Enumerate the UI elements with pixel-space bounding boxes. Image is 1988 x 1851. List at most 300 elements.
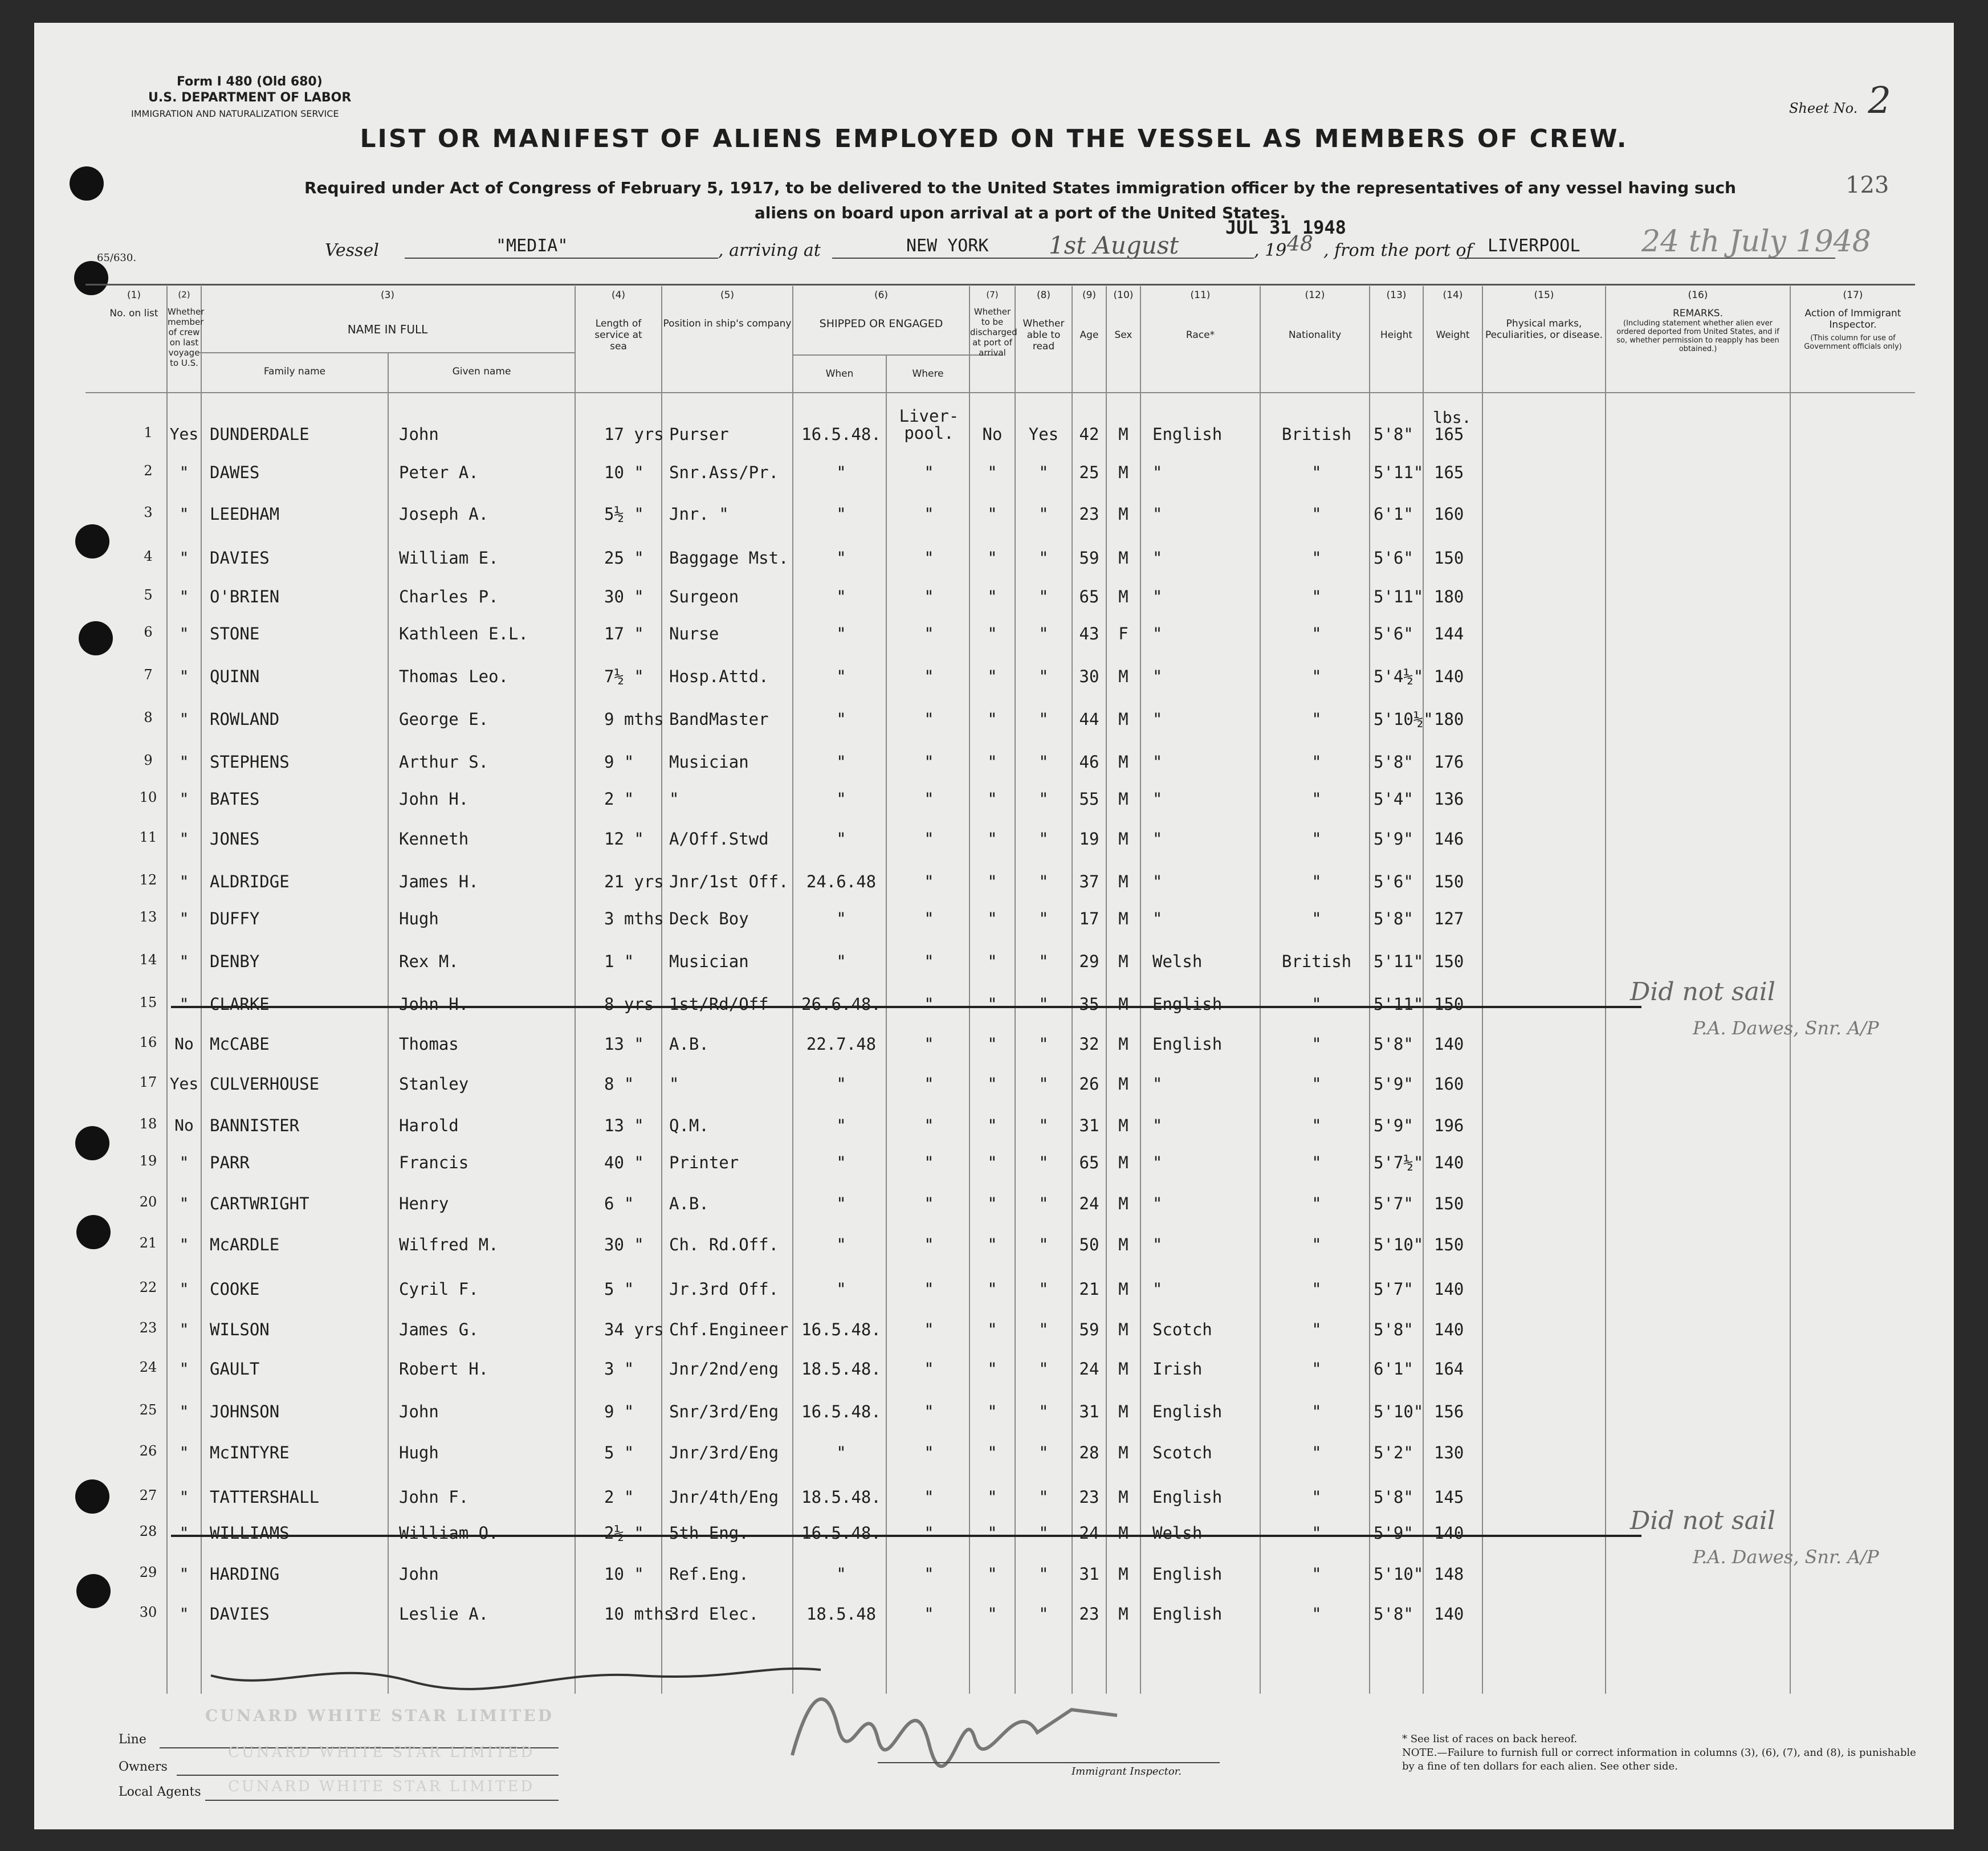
row-no: 21 (139, 1235, 157, 1251)
row-family: GAULT (210, 1359, 260, 1379)
row-when: " (836, 548, 846, 568)
row-when: 24.6.48 (806, 872, 877, 891)
row-family: McINTYRE (210, 1443, 290, 1462)
row-when: " (836, 1279, 846, 1299)
row-family: HARDING (210, 1564, 280, 1584)
row-where: " (924, 504, 934, 524)
row-when: " (836, 1074, 846, 1094)
row-height: 5'8" (1374, 1487, 1413, 1507)
row-disch: " (987, 952, 997, 971)
row-height: 5'10" (1374, 1402, 1424, 1421)
row-height: 5'6" (1374, 872, 1413, 891)
row-no: 19 (139, 1153, 157, 1169)
row-race: Scotch (1152, 1320, 1212, 1339)
row-position: Printer (669, 1153, 739, 1172)
row-last: " (179, 548, 189, 567)
row-sex: F (1118, 624, 1129, 643)
row-age: 29 (1079, 952, 1099, 971)
row-read: " (1038, 1604, 1049, 1624)
row-nat: " (1311, 1359, 1322, 1379)
row-last: " (179, 667, 189, 686)
row-race: English (1152, 1402, 1223, 1421)
row-height: 5'7½" (1374, 1153, 1424, 1172)
col-where: Where (912, 368, 944, 380)
row-read: " (1038, 1235, 1049, 1254)
row-position: Snr.Ass/Pr. (669, 463, 779, 482)
row-given: John (399, 1564, 439, 1584)
row-given: Peter A. (399, 463, 479, 482)
departure-date-handwritten: 24 th July 1948 (1641, 225, 1871, 259)
row-nat: " (1311, 504, 1322, 524)
row-race: Welsh (1152, 1523, 1203, 1543)
row-position: BandMaster (669, 710, 769, 729)
row-last: " (179, 1359, 189, 1378)
row-given: Francis (399, 1153, 469, 1172)
row-given: Thomas (399, 1034, 459, 1054)
row-no: 13 (139, 909, 157, 925)
row-age: 26 (1079, 1074, 1099, 1094)
row-nat: " (1311, 1235, 1322, 1254)
row-sex: M (1118, 994, 1129, 1014)
row-given: Thomas Leo. (399, 667, 509, 686)
row-sex: M (1118, 1487, 1129, 1507)
row-position: 1st/Rd/Off (669, 994, 769, 1014)
row-last: " (179, 463, 189, 482)
arriving-label: , arriving at (718, 240, 821, 260)
row-read: " (1038, 1359, 1049, 1379)
row-position: Hosp.Attd. (669, 667, 769, 686)
row-last: " (179, 789, 189, 808)
row-when: 16.5.48. (801, 425, 881, 444)
row-age: 31 (1079, 1116, 1099, 1135)
row-race: " (1152, 624, 1163, 643)
row-no: 26 (139, 1443, 157, 1459)
row-where: " (924, 1074, 934, 1094)
row-given: James G. (399, 1320, 479, 1339)
row-when: 16.5.48. (801, 1523, 881, 1543)
row-race: Scotch (1152, 1443, 1212, 1462)
row-read: " (1038, 463, 1049, 482)
row-family: STONE (210, 624, 260, 643)
row-family: PARR (210, 1153, 250, 1172)
row-no: 11 (139, 829, 157, 845)
row-service: 25 " (604, 548, 644, 568)
row-service: 10 " (604, 463, 644, 482)
row-nat: " (1311, 1487, 1322, 1507)
row-no: 1 (144, 425, 153, 441)
row-when: " (836, 752, 846, 772)
row-race: " (1152, 463, 1163, 482)
row-given: Arthur S. (399, 752, 489, 772)
punch-hole (76, 1574, 111, 1608)
row-where: " (924, 952, 934, 971)
department-name: U.S. DEPARTMENT OF LABOR (148, 91, 352, 105)
row-height: 5'8" (1374, 752, 1413, 772)
owners-stamp: CUNARD WHITE STAR LIMITED (228, 1744, 535, 1761)
row-nat: " (1311, 587, 1322, 606)
row-position: Jnr. " (669, 504, 729, 524)
row-weight: 145 (1434, 1487, 1464, 1507)
row-read: " (1038, 952, 1049, 971)
row-nat: British (1281, 425, 1352, 444)
remark-did-not-sail: Did not sail (1630, 977, 1775, 1006)
row-given: John F. (399, 1487, 469, 1507)
row-disch: " (987, 1235, 997, 1254)
row-nat: " (1311, 1074, 1322, 1094)
row-when: " (836, 1443, 846, 1462)
col-race: (11) Race* (1186, 290, 1215, 341)
row-height: 5'2" (1374, 1443, 1413, 1462)
row-disch: " (987, 994, 997, 1014)
row-position: Ch. Rd.Off. (669, 1235, 779, 1254)
row-sex: M (1118, 1235, 1129, 1254)
row-no: 7 (144, 667, 153, 683)
row-race: English (1152, 1564, 1223, 1584)
row-family: CLARKE (210, 994, 270, 1014)
row-read: " (1038, 548, 1049, 568)
row-given: Robert H. (399, 1359, 489, 1379)
col-name: (3) NAME IN FULL (347, 290, 428, 336)
row-sex: M (1118, 504, 1129, 524)
row-given: Cyril F. (399, 1279, 479, 1299)
row-disch: " (987, 1034, 997, 1054)
row-position: Nurse (669, 624, 719, 643)
row-family: QUINN (210, 667, 260, 686)
row-age: 17 (1079, 909, 1099, 928)
row-service: 10 mths (604, 1604, 674, 1624)
row-where: " (924, 1116, 934, 1135)
row-last: Yes (169, 425, 199, 443)
row-last: Yes (169, 1074, 199, 1093)
row-height: 5'9" (1374, 1523, 1413, 1543)
row-disch: " (987, 1564, 997, 1584)
row-nat: " (1311, 1604, 1322, 1624)
row-family: DUFFY (210, 909, 260, 928)
row-no: 16 (139, 1034, 157, 1050)
row-disch: " (987, 909, 997, 928)
row-age: 65 (1079, 587, 1099, 606)
row-where: " (924, 710, 934, 729)
row-given: John (399, 425, 439, 444)
row-nat: " (1311, 548, 1322, 568)
row-weight: 127 (1434, 909, 1464, 928)
row-read: " (1038, 1402, 1049, 1421)
manifest-subtitle: Required under Act of Congress of February 5, 1917, to be delivered to the United States immigration officer by the representatives of any vessel having such aliens on board upon arrival at a port of the United States. (304, 178, 1736, 222)
row-where: " (924, 1564, 934, 1584)
row-height: 5'9" (1374, 1116, 1413, 1135)
row-when: 22.7.48 (806, 1034, 877, 1054)
row-given: James H. (399, 872, 479, 891)
row-sex: M (1118, 789, 1129, 809)
row-when: 16.5.48. (801, 1320, 881, 1339)
row-read: " (1038, 789, 1049, 809)
sheet-value: 2 (1868, 80, 1891, 122)
row-no: 12 (139, 872, 157, 888)
row-given: Hugh (399, 1443, 439, 1462)
row-when: " (836, 1153, 846, 1172)
row-no: 8 (144, 710, 153, 725)
row-service: 34 yrs (604, 1320, 664, 1339)
row-service: 2½ " (604, 1523, 644, 1543)
row-disch: " (987, 829, 997, 849)
row-height: 5'8" (1374, 1604, 1413, 1624)
row-family: DAWES (210, 463, 260, 482)
row-where: " (924, 548, 934, 568)
row-height: 5'8" (1374, 1034, 1413, 1054)
row-where: " (924, 994, 934, 1014)
row-family: DAVIES (210, 1604, 270, 1624)
row-nat: " (1311, 789, 1322, 809)
row-given: Kathleen E.L. (399, 624, 528, 643)
row-read: " (1038, 1034, 1049, 1054)
year-value: 48 (1287, 233, 1313, 256)
row-where: " (924, 829, 934, 849)
row-where: " (924, 624, 934, 643)
row-read: " (1038, 1564, 1049, 1584)
form-code: 65/630. (97, 252, 137, 264)
row-where: " (924, 1402, 934, 1421)
row-sex: M (1118, 829, 1129, 849)
agents-stamp: CUNARD WHITE STAR LIMITED (228, 1778, 535, 1795)
row-race: " (1152, 548, 1163, 568)
row-family: ALDRIDGE (210, 872, 290, 891)
row-weight: 140 (1434, 1523, 1464, 1543)
row-when: " (836, 587, 846, 606)
row-age: 21 (1079, 1279, 1099, 1299)
row-where: " (924, 1194, 934, 1213)
vessel-label: Vessel (325, 240, 379, 260)
row-last: No (174, 1034, 194, 1053)
row-service: 21 yrs (604, 872, 664, 891)
arriving-port: NEW YORK (906, 236, 989, 256)
row-family: McARDLE (210, 1235, 280, 1254)
row-read: " (1038, 667, 1049, 686)
row-service: 5½ " (604, 504, 644, 524)
row-service: 2 " (604, 1487, 634, 1507)
row-sex: M (1118, 710, 1129, 729)
row-weight: 150 (1434, 994, 1464, 1014)
row-read: " (1038, 1116, 1049, 1135)
row-family: ROWLAND (210, 710, 280, 729)
row-age: 28 (1079, 1443, 1099, 1462)
row-age: 50 (1079, 1235, 1099, 1254)
row-where: " (924, 789, 934, 809)
row-service: 8 yrs (604, 994, 654, 1014)
row-where: " (924, 1279, 934, 1299)
row-nat: " (1311, 1034, 1322, 1054)
col-family-name: Family name (263, 366, 326, 377)
row-no: 30 (139, 1604, 157, 1620)
row-disch: " (987, 587, 997, 606)
col-remarks: (16) REMARKS. (Including statement whether alien ever ordered deported from United States, and if so, whether permission to reapply has been obtained.) (1616, 290, 1779, 353)
col-number: (1) No. on list (109, 290, 158, 319)
row-age: 23 (1079, 504, 1099, 524)
row-where: " (924, 909, 934, 928)
col-discharged: (7) Whether to be discharged at port of arrival (970, 290, 1017, 358)
row-family: CARTWRIGHT (210, 1194, 309, 1213)
row-nat: " (1311, 1153, 1322, 1172)
local-agents-label: Local Agents (119, 1785, 201, 1799)
row-sex: M (1118, 1320, 1129, 1339)
row-family: DUNDERDALE (210, 425, 309, 444)
row-disch: " (987, 1279, 997, 1299)
row-sex: M (1118, 909, 1129, 928)
row-weight: 140 (1434, 1604, 1464, 1624)
col-shipped: (6) SHIPPED OR ENGAGED (819, 290, 943, 330)
row-last: " (179, 1194, 189, 1213)
row-no: 25 (139, 1402, 157, 1418)
row-family: BATES (210, 789, 260, 809)
row-race: " (1152, 1074, 1163, 1094)
from-port: LIVERPOOL (1488, 236, 1580, 256)
row-service: 30 " (604, 587, 644, 606)
row-position: 5th Eng. (669, 1523, 749, 1543)
row-sex: M (1118, 1153, 1129, 1172)
row-disch: " (987, 1320, 997, 1339)
row-sex: M (1118, 1279, 1129, 1299)
row-disch: " (987, 1359, 997, 1379)
row-nat: " (1311, 1279, 1322, 1299)
row-nat: " (1311, 994, 1322, 1014)
row-given: Stanley (399, 1074, 469, 1094)
row-position: Jr.3rd Off. (669, 1279, 779, 1299)
row-age: 23 (1079, 1604, 1099, 1624)
row-family: JOHNSON (210, 1402, 280, 1421)
row-disch: " (987, 624, 997, 643)
row-when: 26.6.48. (801, 994, 881, 1014)
from-port-label: , from the port of (1323, 240, 1473, 260)
row-height: 5'10" (1374, 1235, 1424, 1254)
row-nat: " (1311, 667, 1322, 686)
row-height: 6'1" (1374, 1359, 1413, 1379)
row-no: 18 (139, 1116, 157, 1132)
row-service: 9 " (604, 752, 634, 772)
row-where: " (924, 587, 934, 606)
row-position: Jnr/4th/Eng (669, 1487, 779, 1507)
row-nat: " (1311, 1116, 1322, 1135)
service-name: IMMIGRATION AND NATURALIZATION SERVICE (131, 108, 339, 119)
row-race: " (1152, 1235, 1163, 1254)
row-race: " (1152, 752, 1163, 772)
row-weight: 165 (1434, 463, 1464, 482)
row-weight: 150 (1434, 1194, 1464, 1213)
row-position: Musician (669, 752, 749, 772)
row-sex: M (1118, 1402, 1129, 1421)
col-service: (4) Length of service at sea (594, 290, 642, 352)
row-service: 1 " (604, 952, 634, 971)
row-sex: M (1118, 587, 1129, 606)
row-nat: British (1281, 952, 1352, 971)
row-position: Q.M. (669, 1116, 709, 1135)
sheet-number (1789, 80, 1891, 122)
row-read: " (1038, 587, 1049, 606)
row-read: " (1038, 1320, 1049, 1339)
row-service: 7½ " (604, 667, 644, 686)
row-weight: 140 (1434, 1279, 1464, 1299)
row-disch: " (987, 504, 997, 524)
row-service: 13 " (604, 1116, 644, 1135)
row-no: 24 (139, 1359, 157, 1375)
row-read: " (1038, 1194, 1049, 1213)
col-inspector: (17) Action of Immigrant Inspector. (This column for use of Government officials only) (1804, 290, 1902, 351)
row-sex: M (1118, 752, 1129, 772)
arrival-date-handwritten: 1st August (1049, 231, 1179, 259)
strike-through-line (171, 1006, 1641, 1008)
row-family: CULVERHOUSE (210, 1074, 320, 1094)
row-position: A.B. (669, 1034, 709, 1054)
row-no: 5 (144, 587, 153, 603)
row-read: " (1038, 504, 1049, 524)
row-sex: M (1118, 667, 1129, 686)
row-no: 23 (139, 1320, 157, 1336)
row-where: " (924, 872, 934, 891)
row-given: Wilfred M. (399, 1235, 499, 1254)
row-last: " (179, 1564, 189, 1583)
row-sex: M (1118, 548, 1129, 568)
row-height: 5'7" (1374, 1279, 1413, 1299)
row-height: 5'10½" (1374, 710, 1433, 729)
row-last: " (179, 504, 189, 523)
row-last: " (179, 1604, 189, 1623)
row-position: Chf.Engineer (669, 1320, 789, 1339)
row-when: " (836, 1116, 846, 1135)
row-disch: No (982, 425, 1003, 444)
row-race: " (1152, 504, 1163, 524)
row-service: 9 " (604, 1402, 634, 1421)
form-header (131, 74, 351, 122)
row-sex: M (1118, 463, 1129, 482)
row-no: 3 (144, 504, 153, 520)
row-last: " (179, 1235, 189, 1254)
row-when: " (836, 829, 846, 849)
manifest-page (34, 23, 1954, 1829)
row-race: " (1152, 909, 1163, 928)
row-sex: M (1118, 1523, 1129, 1543)
row-race: " (1152, 872, 1163, 891)
row-disch: " (987, 789, 997, 809)
row-no: 6 (144, 624, 153, 640)
row-no: 28 (139, 1523, 157, 1539)
row-family: LEEDHAM (210, 504, 280, 524)
row-nat: " (1311, 1443, 1322, 1462)
row-last: " (179, 1320, 189, 1339)
row-sex: M (1118, 425, 1129, 444)
row-sex: M (1118, 872, 1129, 891)
row-age: 35 (1079, 994, 1099, 1014)
row-where: " (924, 1034, 934, 1054)
row-position: Jnr/2nd/eng (669, 1359, 779, 1379)
col-sex: (10) Sex (1113, 290, 1134, 341)
manifest-title: LIST OR MANIFEST OF ALIENS EMPLOYED ON THE VESSEL AS MEMBERS OF CREW. (360, 124, 1628, 153)
row-where: " (924, 463, 934, 482)
row-disch: " (987, 1604, 997, 1624)
row-last: " (179, 624, 189, 643)
row-weight: 144 (1434, 624, 1464, 643)
row-weight: 150 (1434, 548, 1464, 568)
row-given: Hugh (399, 909, 439, 928)
row-race: English (1152, 425, 1223, 444)
row-nat: " (1311, 872, 1322, 891)
row-when: 18.5.48 (806, 1604, 877, 1624)
row-disch: " (987, 1116, 997, 1135)
row-last: " (179, 994, 189, 1013)
row-weight: 146 (1434, 829, 1464, 849)
row-weight: 165 (1434, 425, 1464, 444)
row-family: WILLIAMS (210, 1523, 290, 1543)
row-family: STEPHENS (210, 752, 290, 772)
row-race: English (1152, 1034, 1223, 1054)
row-when: 16.5.48. (801, 1402, 881, 1421)
